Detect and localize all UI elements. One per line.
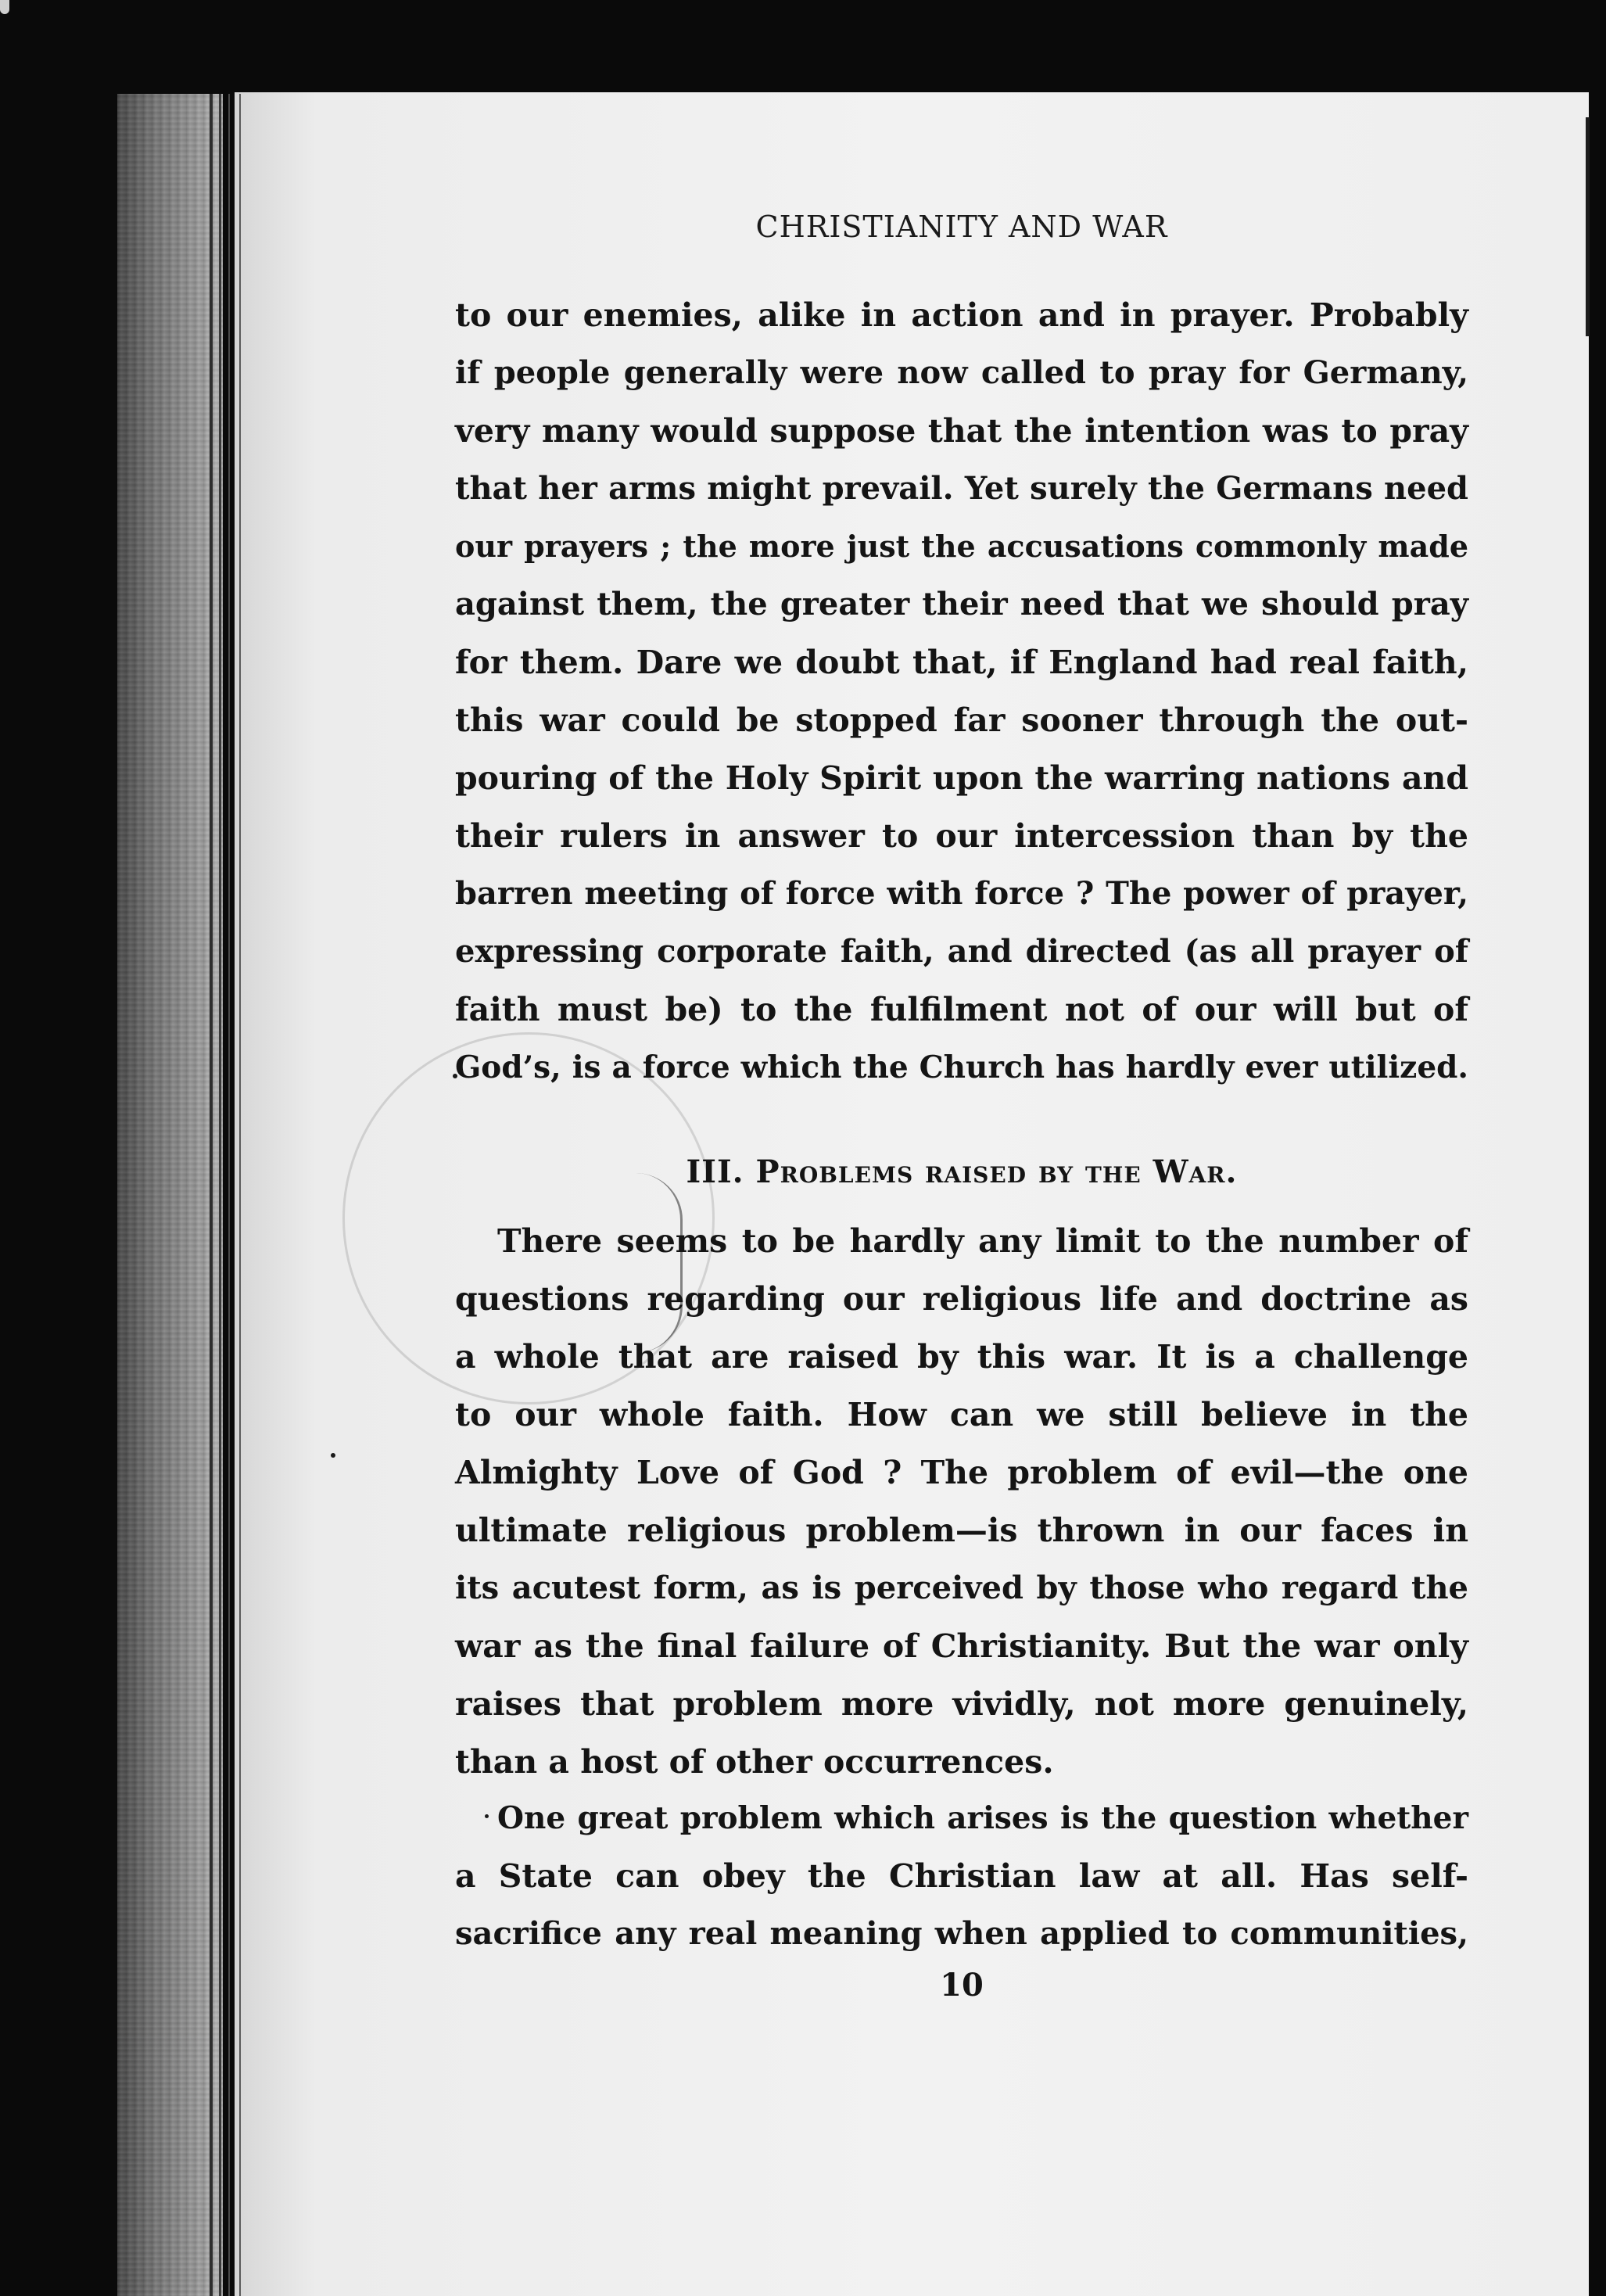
text-line: pouring of the Holy Spirit upon the warring nations and bbox=[455, 759, 1468, 797]
text-line: raises that problem more vividly, not more genuinely, bbox=[455, 1685, 1468, 1723]
text-line: very many would suppose that the intention was to pray bbox=[455, 412, 1468, 450]
paragraph-2 bbox=[455, 1222, 1468, 1781]
page-number: 10 bbox=[940, 1967, 984, 2004]
binding-lines bbox=[205, 94, 275, 2296]
scan-edge-mark bbox=[0, 0, 9, 14]
text-line: that her arms might prevail. Yet surely the Germans need bbox=[455, 470, 1468, 507]
text-line: faith must be) to the fulfilment not of our will but of bbox=[455, 991, 1468, 1028]
text-line: our prayers ; the more just the accusations commonly made bbox=[455, 529, 1468, 564]
text-line: ultimate religious problem—is thrown in our faces in bbox=[455, 1512, 1468, 1549]
running-head: CHRISTIANITY AND WAR bbox=[755, 210, 1168, 244]
ink-speck bbox=[331, 1453, 335, 1458]
text-line: a State can obey the Christian law at all. Has self- bbox=[455, 1857, 1468, 1895]
text-line: against them, the greater their need that we should pray bbox=[455, 586, 1468, 622]
text-line: this war could be stopped far sooner through the out- bbox=[455, 701, 1468, 739]
text-line: for them. Dare we doubt that, if England had real faith, bbox=[455, 644, 1468, 681]
text-line: Almighty Love of God ? The problem of evil—the one bbox=[455, 1454, 1468, 1491]
text-line: barren meeting of force with force ? The power of prayer, bbox=[455, 875, 1468, 912]
text-line: if people generally were now called to pray for Germany, bbox=[455, 354, 1468, 391]
text-line: sacrifice any real meaning when applied to communities, bbox=[455, 1915, 1468, 1952]
text-line: than a host of other occurrences. bbox=[455, 1743, 1054, 1781]
paragraph-1 bbox=[455, 296, 1468, 1085]
text-line: their rulers in answer to our intercession than by the bbox=[455, 817, 1468, 855]
paragraph-3 bbox=[455, 1799, 1468, 1955]
text-line: One great problem which arises is the question whether bbox=[497, 1800, 1468, 1836]
text-line: to our whole faith. How can we still believe in the bbox=[455, 1396, 1468, 1433]
text-line: questions regarding our religious life and doctrine as bbox=[455, 1280, 1468, 1318]
text-line: a whole that are raised by this war. It is a challenge bbox=[455, 1338, 1468, 1376]
text-line: its acutest form, as is perceived by those who regard the bbox=[455, 1570, 1468, 1606]
text-line: war as the final failure of Christianity. But the war only bbox=[455, 1627, 1468, 1665]
page-edge-line bbox=[1586, 117, 1590, 336]
page-edge-shadow bbox=[1589, 92, 1606, 2296]
section-heading: III. Problems raised by the War. bbox=[686, 1153, 1238, 1190]
text-line: God’s, is a force which the Church has hardly ever utilized. bbox=[455, 1049, 1468, 1085]
text-line: expressing corporate faith, and directed (as all prayer of bbox=[455, 933, 1468, 970]
text-line: to our enemies, alike in action and in prayer. Probably bbox=[455, 296, 1468, 334]
text-line: There seems to be hardly any limit to the number of bbox=[497, 1222, 1468, 1260]
